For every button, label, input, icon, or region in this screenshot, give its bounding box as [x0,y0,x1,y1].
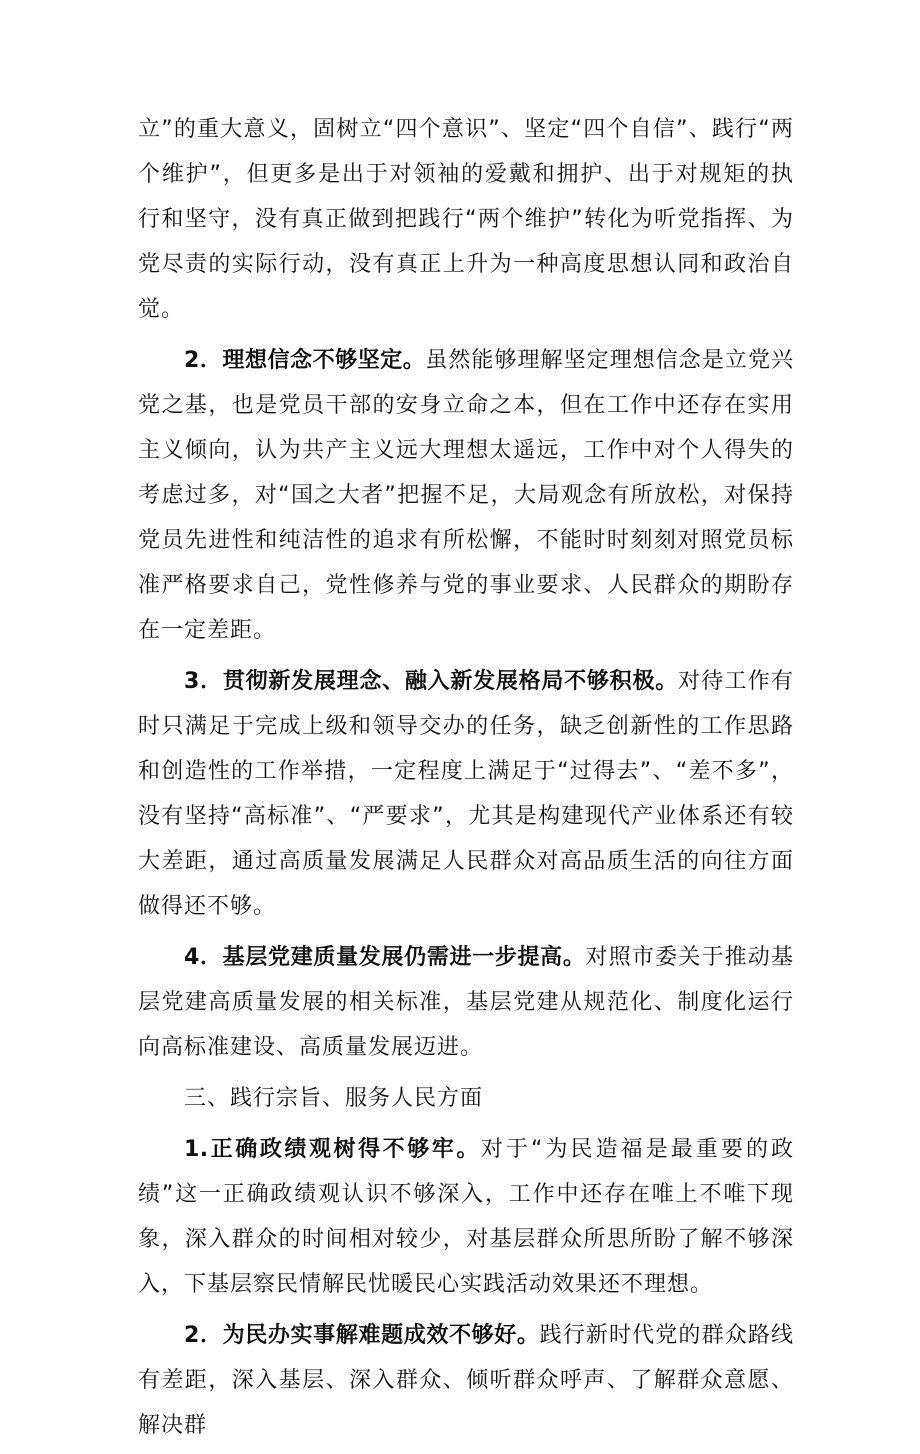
paragraph-text: 对于“为民造福是最重要的政绩”这一正确政绩观认识不够深入，工作中还存在唯上不唯下现象，深入群众的时间相对较少，对基层群众所思所盼了解不够深入，下基层察民情解民忧暖民心实践活动效果还不理想。 [138,1137,795,1297]
paragraph-text: 对照市委关于推动基层党建高质量发展的相关标准，基层党建从规范化、制度化运行向高标准建设、高质量发展迈进。 [138,945,794,1060]
paragraph-continued [138,107,794,332]
section-heading: 三、践行宗旨、服务人民方面 [184,1086,484,1111]
paragraph-text: 虽然能够理解坚定理想信念是立党兴党之基，也是党员干部的安身立命之本，但在工作中还存在实用主义倾向，认为共产主义远大理想太遥远，工作中对个人得失的考虑过多，对“国之大者”把握不足，大局观念有所放松，对保持党员先进性和纯洁性的追求有所松懈，不能时时刻刻对照党员标准严格要求自己，党性修养与党的事业要求、人民群众的期盼存在一定差距。 [138,348,794,643]
paragraph-party-building [138,935,794,1070]
paragraph-practical-matters [138,1313,794,1448]
paragraph-ideals-beliefs [138,338,794,653]
paragraph-lead: 3．贯彻新发展理念、融入新发展格局不够积极。 [184,669,678,694]
paragraph-lead: 2．理想信念不够坚定。 [184,348,426,373]
paragraph-performance-view [138,1127,794,1307]
paragraph-new-development [138,659,794,929]
paragraph-lead: 1.正确政绩观树得不够牢。 [184,1137,481,1162]
paragraph-lead: 4．基层党建质量发展仍需进一步提高。 [184,945,586,970]
paragraph-text: 对待工作有时只满足于完成上级和领导交办的任务，缺乏创新性的工作思路和创造性的工作举措，一定程度上满足于“过得去”、“差不多”，没有坚持“高标准”、“严要求”，尤其是构建现代产业体系还有较大差距，通过高质量发展满足人民群众对高品质生活的向往方面做得还不够。 [138,669,794,919]
paragraph-text: 践行新时代党的群众路线有差距，深入基层、深入群众、倾听群众呼声、了解群众意愿、解决群 [138,1323,794,1438]
paragraph-lead: 2．为民办实事解难题成效不够好。 [184,1323,540,1348]
paragraph-text: 立”的重大意义，固树立“四个意识”、坚定“四个自信”、践行“两个维护”，但更多是出于对领袖的爱戴和拥护、出于对规矩的执行和坚守，没有真正做到把践行“两个维护”转化为听党指挥、为党尽责的实际行动，没有真正上升为一种高度思想认同和政治自觉。 [138,117,794,322]
document-body [138,107,794,1454]
